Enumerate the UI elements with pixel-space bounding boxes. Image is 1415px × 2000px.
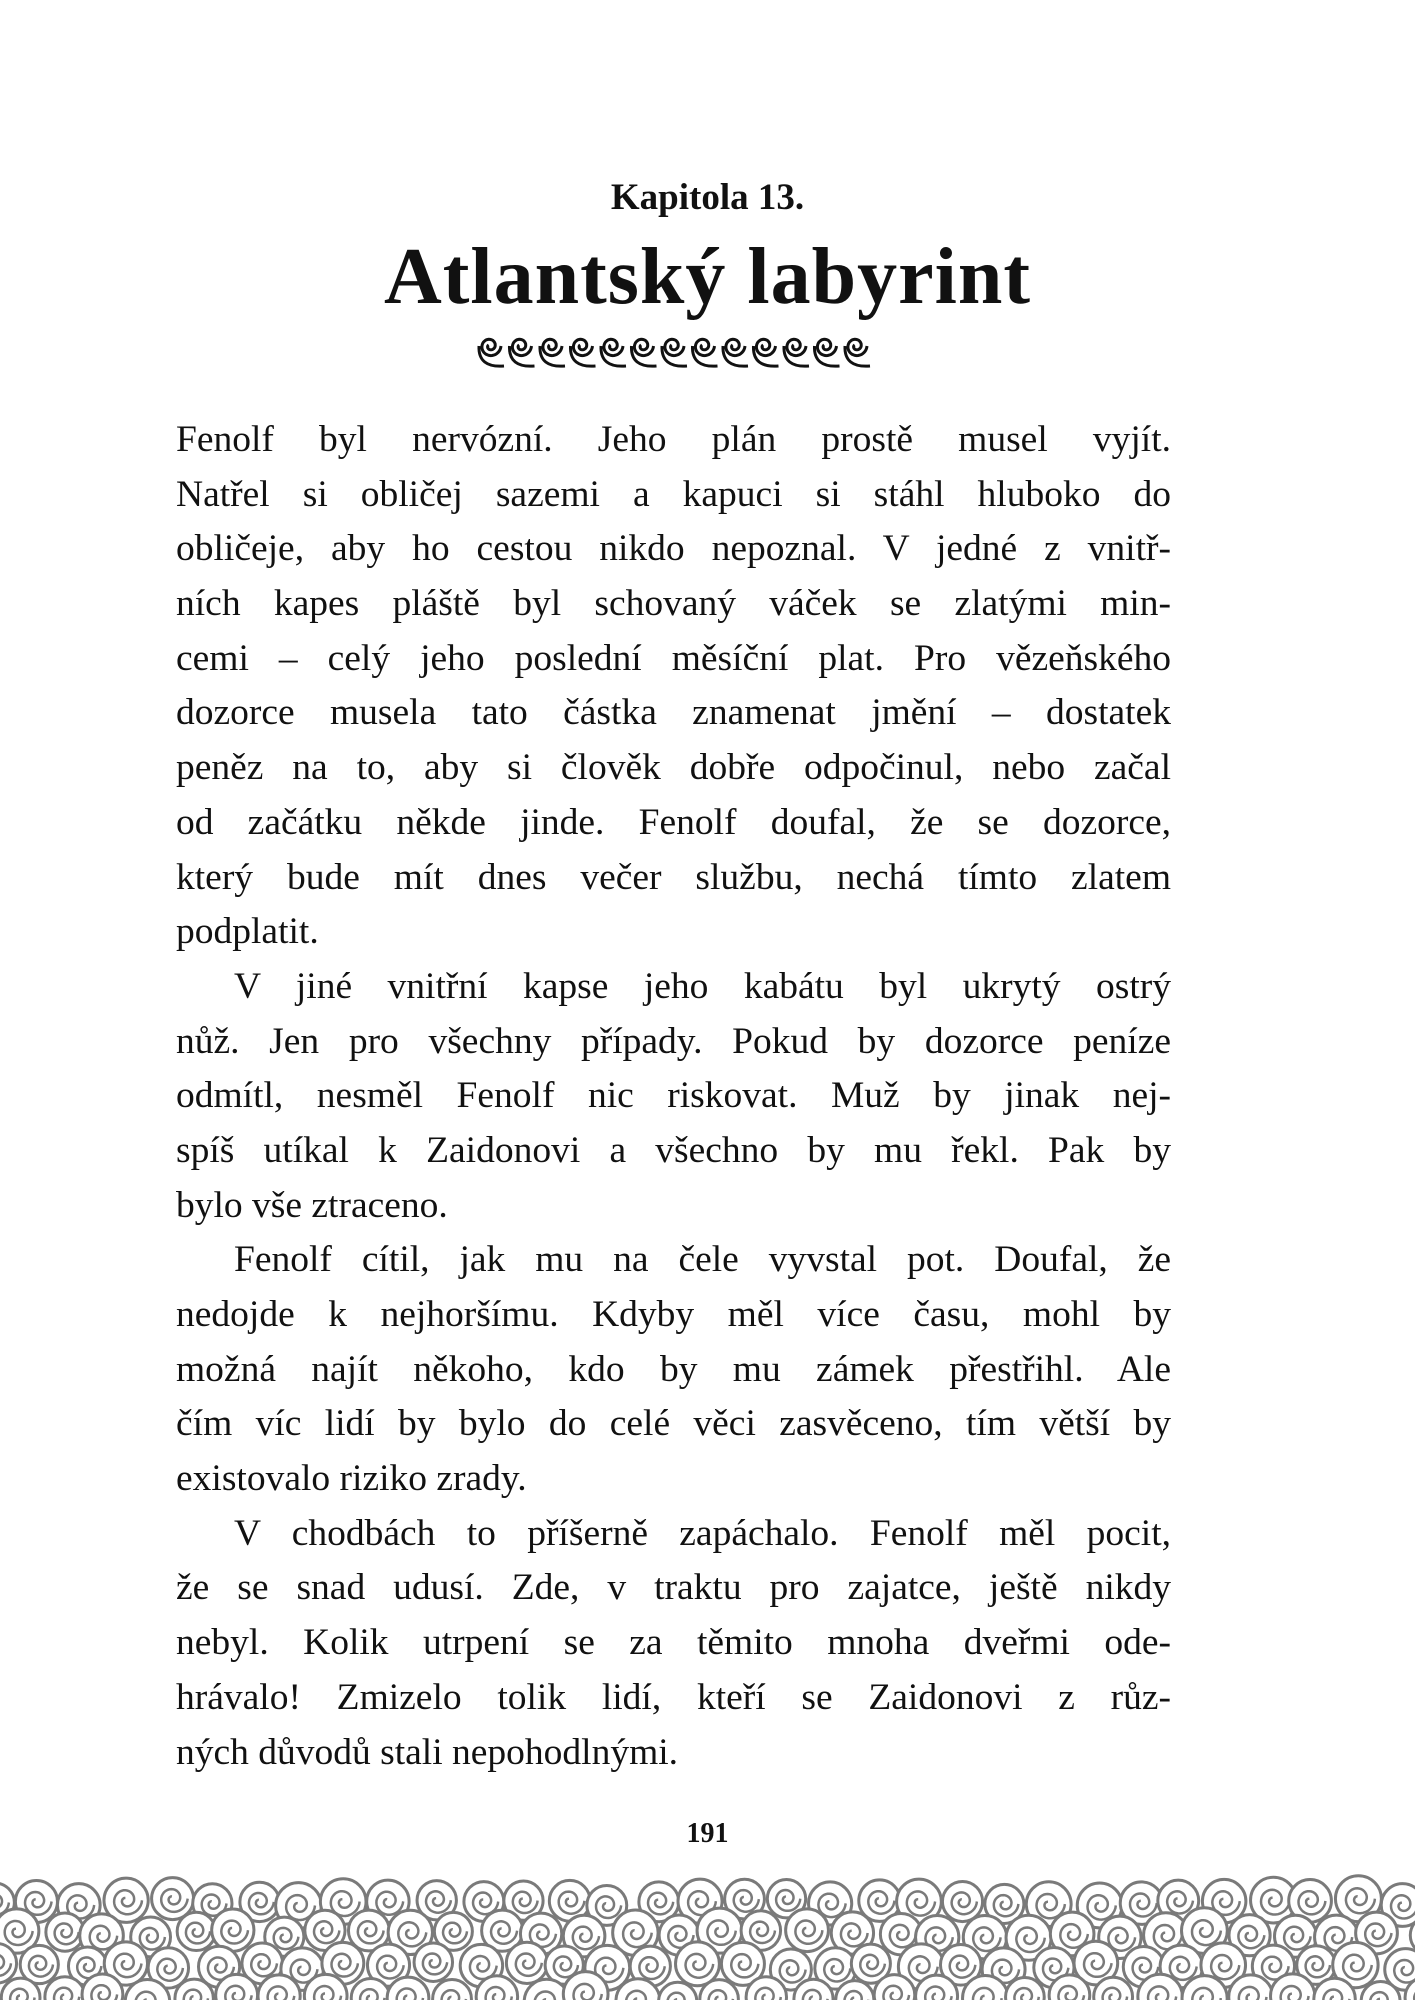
text-line: nedojde k nejhoršímu. Kdyby měl více času, mohl by: [176, 1294, 1171, 1335]
text-line: že se snad udusí. Zde, v traktu pro zajatce, ještě nikdy: [176, 1567, 1171, 1609]
ornament-swirl: [601, 339, 626, 366]
ornament-swirl: [784, 339, 809, 366]
text-line: odmítl, nesměl Fenolf nic riskovat. Muž by jinak nej-: [176, 1075, 1171, 1117]
text-line: čím víc lidí by bylo do celé věci zasvěceno, tím větší by: [176, 1403, 1171, 1445]
text-line: obličeje, aby ho cestou nikdo nepoznal. V jedné z vnitř-: [176, 528, 1171, 570]
spiral-waves-border: [0, 1870, 1415, 2000]
text-line: od začátku někde jinde. Fenolf doufal, že se dozorce,: [176, 801, 1171, 843]
text-line: nebyl. Kolik utrpení se za těmito mnoha dveřmi ode-: [176, 1622, 1171, 1664]
text-line: cemi – celý jeho poslední měsíční plat. Pro vězeňského: [176, 637, 1171, 679]
ornament-swirl: [753, 339, 778, 366]
text-line: Natřel si obličej sazemi a kapuci si stáhl hluboko do: [176, 473, 1171, 515]
ornament-swirl: [814, 339, 839, 366]
ornament-swirl: [540, 339, 565, 366]
ornament-swirl: [845, 339, 870, 366]
text-line: Fenolf cítil, jak mu na čele vyvstal pot. Doufal, že: [234, 1239, 1171, 1281]
paragraph: [176, 1507, 1171, 1780]
page-number: 191: [686, 1818, 729, 1849]
ornament-swirl: [509, 339, 534, 366]
text-line: nůž. Jen pro všechny případy. Pokud by dozorce peníze: [176, 1020, 1171, 1062]
text-line: který bude mít dnes večer službu, nechá tímto zlatem: [176, 856, 1171, 898]
paragraph: [176, 413, 1171, 960]
text-line: V jiné vnitřní kapse jeho kabátu byl ukrytý ostrý: [234, 965, 1171, 1007]
text-line: ných důvodů stali nepohodlnými.: [176, 1731, 679, 1773]
paragraph: [176, 960, 1171, 1233]
ornament-swirl: [723, 339, 748, 366]
text-line: existovalo riziko zrady.: [176, 1458, 527, 1500]
text-line: bylo vše ztraceno.: [176, 1184, 448, 1226]
ornament-swirl: [692, 339, 717, 366]
paragraph: [176, 1233, 1171, 1506]
chapter-title: Atlantský labyrint: [384, 233, 1031, 321]
text-line: peněz na to, aby si člověk dobře odpočinul, nebo začal: [176, 747, 1171, 789]
ornament-swirl: [479, 339, 504, 366]
text-line: možná najít někoho, kdo by mu zámek přestřihl. Ale: [176, 1348, 1171, 1390]
wave-ornament-divider: [474, 330, 894, 372]
ornament-swirl: [631, 339, 656, 366]
text-line: hrávalo! Zmizelo tolik lidí, kteří se Zaidonovi z růz-: [176, 1676, 1171, 1718]
body-text: [176, 413, 1171, 1780]
chapter-number: Kapitola 13.: [610, 177, 805, 218]
text-line: V chodbách to příšerně zapáchalo. Fenolf měl pocit,: [234, 1512, 1171, 1554]
text-line: podplatit.: [176, 911, 319, 953]
text-line: Fenolf byl nervózní. Jeho plán prostě musel vyjít.: [176, 419, 1171, 460]
text-line: spíš utíkal k Zaidonovi a všechno by mu řekl. Pak by: [176, 1129, 1171, 1171]
text-line: dozorce musela tato částka znamenat jmění – dostatek: [176, 692, 1171, 734]
text-line: ních kapes pláště byl schovaný váček se zlatými min-: [176, 583, 1171, 625]
ornament-swirl: [662, 339, 687, 366]
ornament-swirl: [570, 339, 595, 366]
